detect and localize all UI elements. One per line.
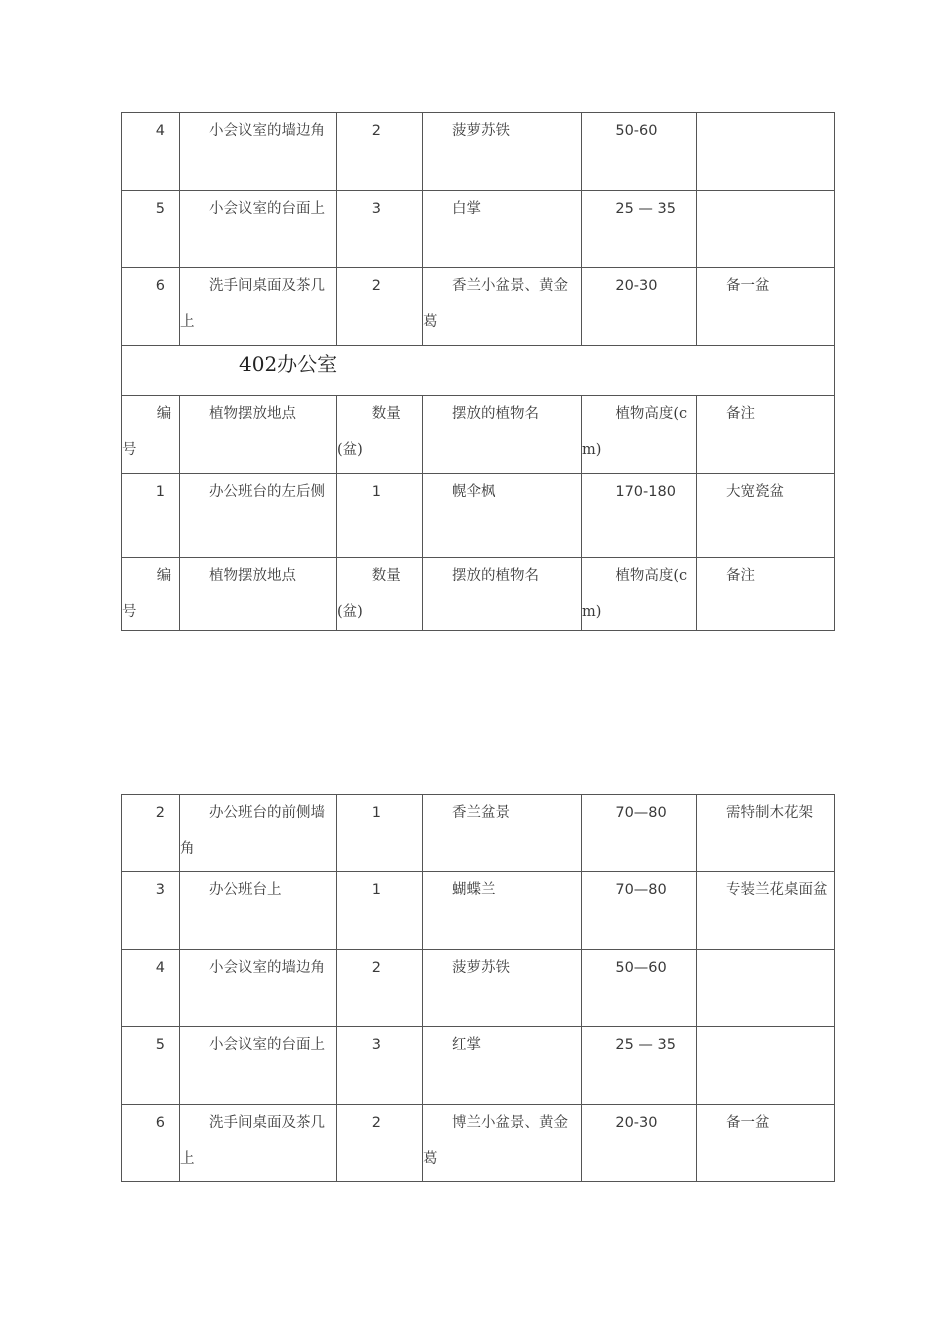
header-location: 植物摆放地点 <box>180 558 337 631</box>
row-number: 1 <box>122 474 180 558</box>
note <box>697 950 835 1027</box>
note <box>697 191 835 268</box>
table-row <box>122 1105 835 1182</box>
row-number: 4 <box>122 113 180 191</box>
row-number: 3 <box>122 872 180 950</box>
plant-height: 20-30 <box>582 1105 697 1182</box>
placement-location: 洗手间桌面及茶几上 <box>180 1105 337 1182</box>
table-header-row <box>122 558 835 631</box>
table-row <box>122 1027 835 1105</box>
placement-location: 办公班台的前侧墙角 <box>180 795 337 872</box>
plant-name: 香兰小盆景、黄金葛 <box>423 268 582 346</box>
quantity: 2 <box>337 268 423 346</box>
note: 需特制木花架 <box>697 795 835 872</box>
plant-name: 幌伞枫 <box>423 474 582 558</box>
header-plant: 摆放的植物名 <box>423 558 582 631</box>
quantity: 2 <box>337 1105 423 1182</box>
plant-height: 20-30 <box>582 268 697 346</box>
quantity: 2 <box>337 113 423 191</box>
header-number: 编号 <box>122 558 180 631</box>
table-row <box>122 191 835 268</box>
quantity: 1 <box>337 872 423 950</box>
plant-table-2 <box>121 794 835 1182</box>
table-row <box>122 795 835 872</box>
placement-location: 小会议室的墙边角 <box>180 950 337 1027</box>
table-row <box>122 872 835 950</box>
row-number: 6 <box>122 1105 180 1182</box>
plant-name: 蝴蝶兰 <box>423 872 582 950</box>
table-header-row <box>122 396 835 474</box>
plant-name: 博兰小盆景、黄金葛 <box>423 1105 582 1182</box>
header-height: 植物高度(cm) <box>582 396 697 474</box>
quantity: 3 <box>337 1027 423 1105</box>
note: 备一盆 <box>697 1105 835 1182</box>
section-title: 402办公室 <box>122 346 835 396</box>
header-quantity: 数量(盆) <box>337 396 423 474</box>
plant-height: 70—80 <box>582 872 697 950</box>
row-number: 5 <box>122 1027 180 1105</box>
plant-height: 170-180 <box>582 474 697 558</box>
note <box>697 1027 835 1105</box>
section-row <box>122 346 835 396</box>
placement-location: 小会议室的台面上 <box>180 191 337 268</box>
header-note: 备注 <box>697 558 835 631</box>
table-row <box>122 113 835 191</box>
plant-height: 25 — 35 <box>582 191 697 268</box>
note: 备一盆 <box>697 268 835 346</box>
row-number: 2 <box>122 795 180 872</box>
plant-name: 白掌 <box>423 191 582 268</box>
placement-location: 洗手间桌面及茶几上 <box>180 268 337 346</box>
header-note: 备注 <box>697 396 835 474</box>
table-row <box>122 268 835 346</box>
quantity: 1 <box>337 795 423 872</box>
header-location: 植物摆放地点 <box>180 396 337 474</box>
plant-name: 菠萝苏铁 <box>423 950 582 1027</box>
quantity: 3 <box>337 191 423 268</box>
plant-height: 25 — 35 <box>582 1027 697 1105</box>
note: 大宽瓷盆 <box>697 474 835 558</box>
plant-name: 菠萝苏铁 <box>423 113 582 191</box>
header-height: 植物高度(cm) <box>582 558 697 631</box>
table-row <box>122 950 835 1027</box>
note <box>697 113 835 191</box>
placement-location: 小会议室的墙边角 <box>180 113 337 191</box>
header-plant: 摆放的植物名 <box>423 396 582 474</box>
row-number: 5 <box>122 191 180 268</box>
plant-table-1 <box>121 112 835 631</box>
plant-name: 香兰盆景 <box>423 795 582 872</box>
placement-location: 办公班台上 <box>180 872 337 950</box>
header-number: 编号 <box>122 396 180 474</box>
plant-height: 50-60 <box>582 113 697 191</box>
plant-height: 70—80 <box>582 795 697 872</box>
row-number: 6 <box>122 268 180 346</box>
placement-location: 小会议室的台面上 <box>180 1027 337 1105</box>
quantity: 1 <box>337 474 423 558</box>
note: 专装兰花桌面盆 <box>697 872 835 950</box>
table-row <box>122 474 835 558</box>
quantity: 2 <box>337 950 423 1027</box>
plant-height: 50—60 <box>582 950 697 1027</box>
header-quantity: 数量(盆) <box>337 558 423 631</box>
plant-name: 红掌 <box>423 1027 582 1105</box>
row-number: 4 <box>122 950 180 1027</box>
placement-location: 办公班台的左后侧 <box>180 474 337 558</box>
